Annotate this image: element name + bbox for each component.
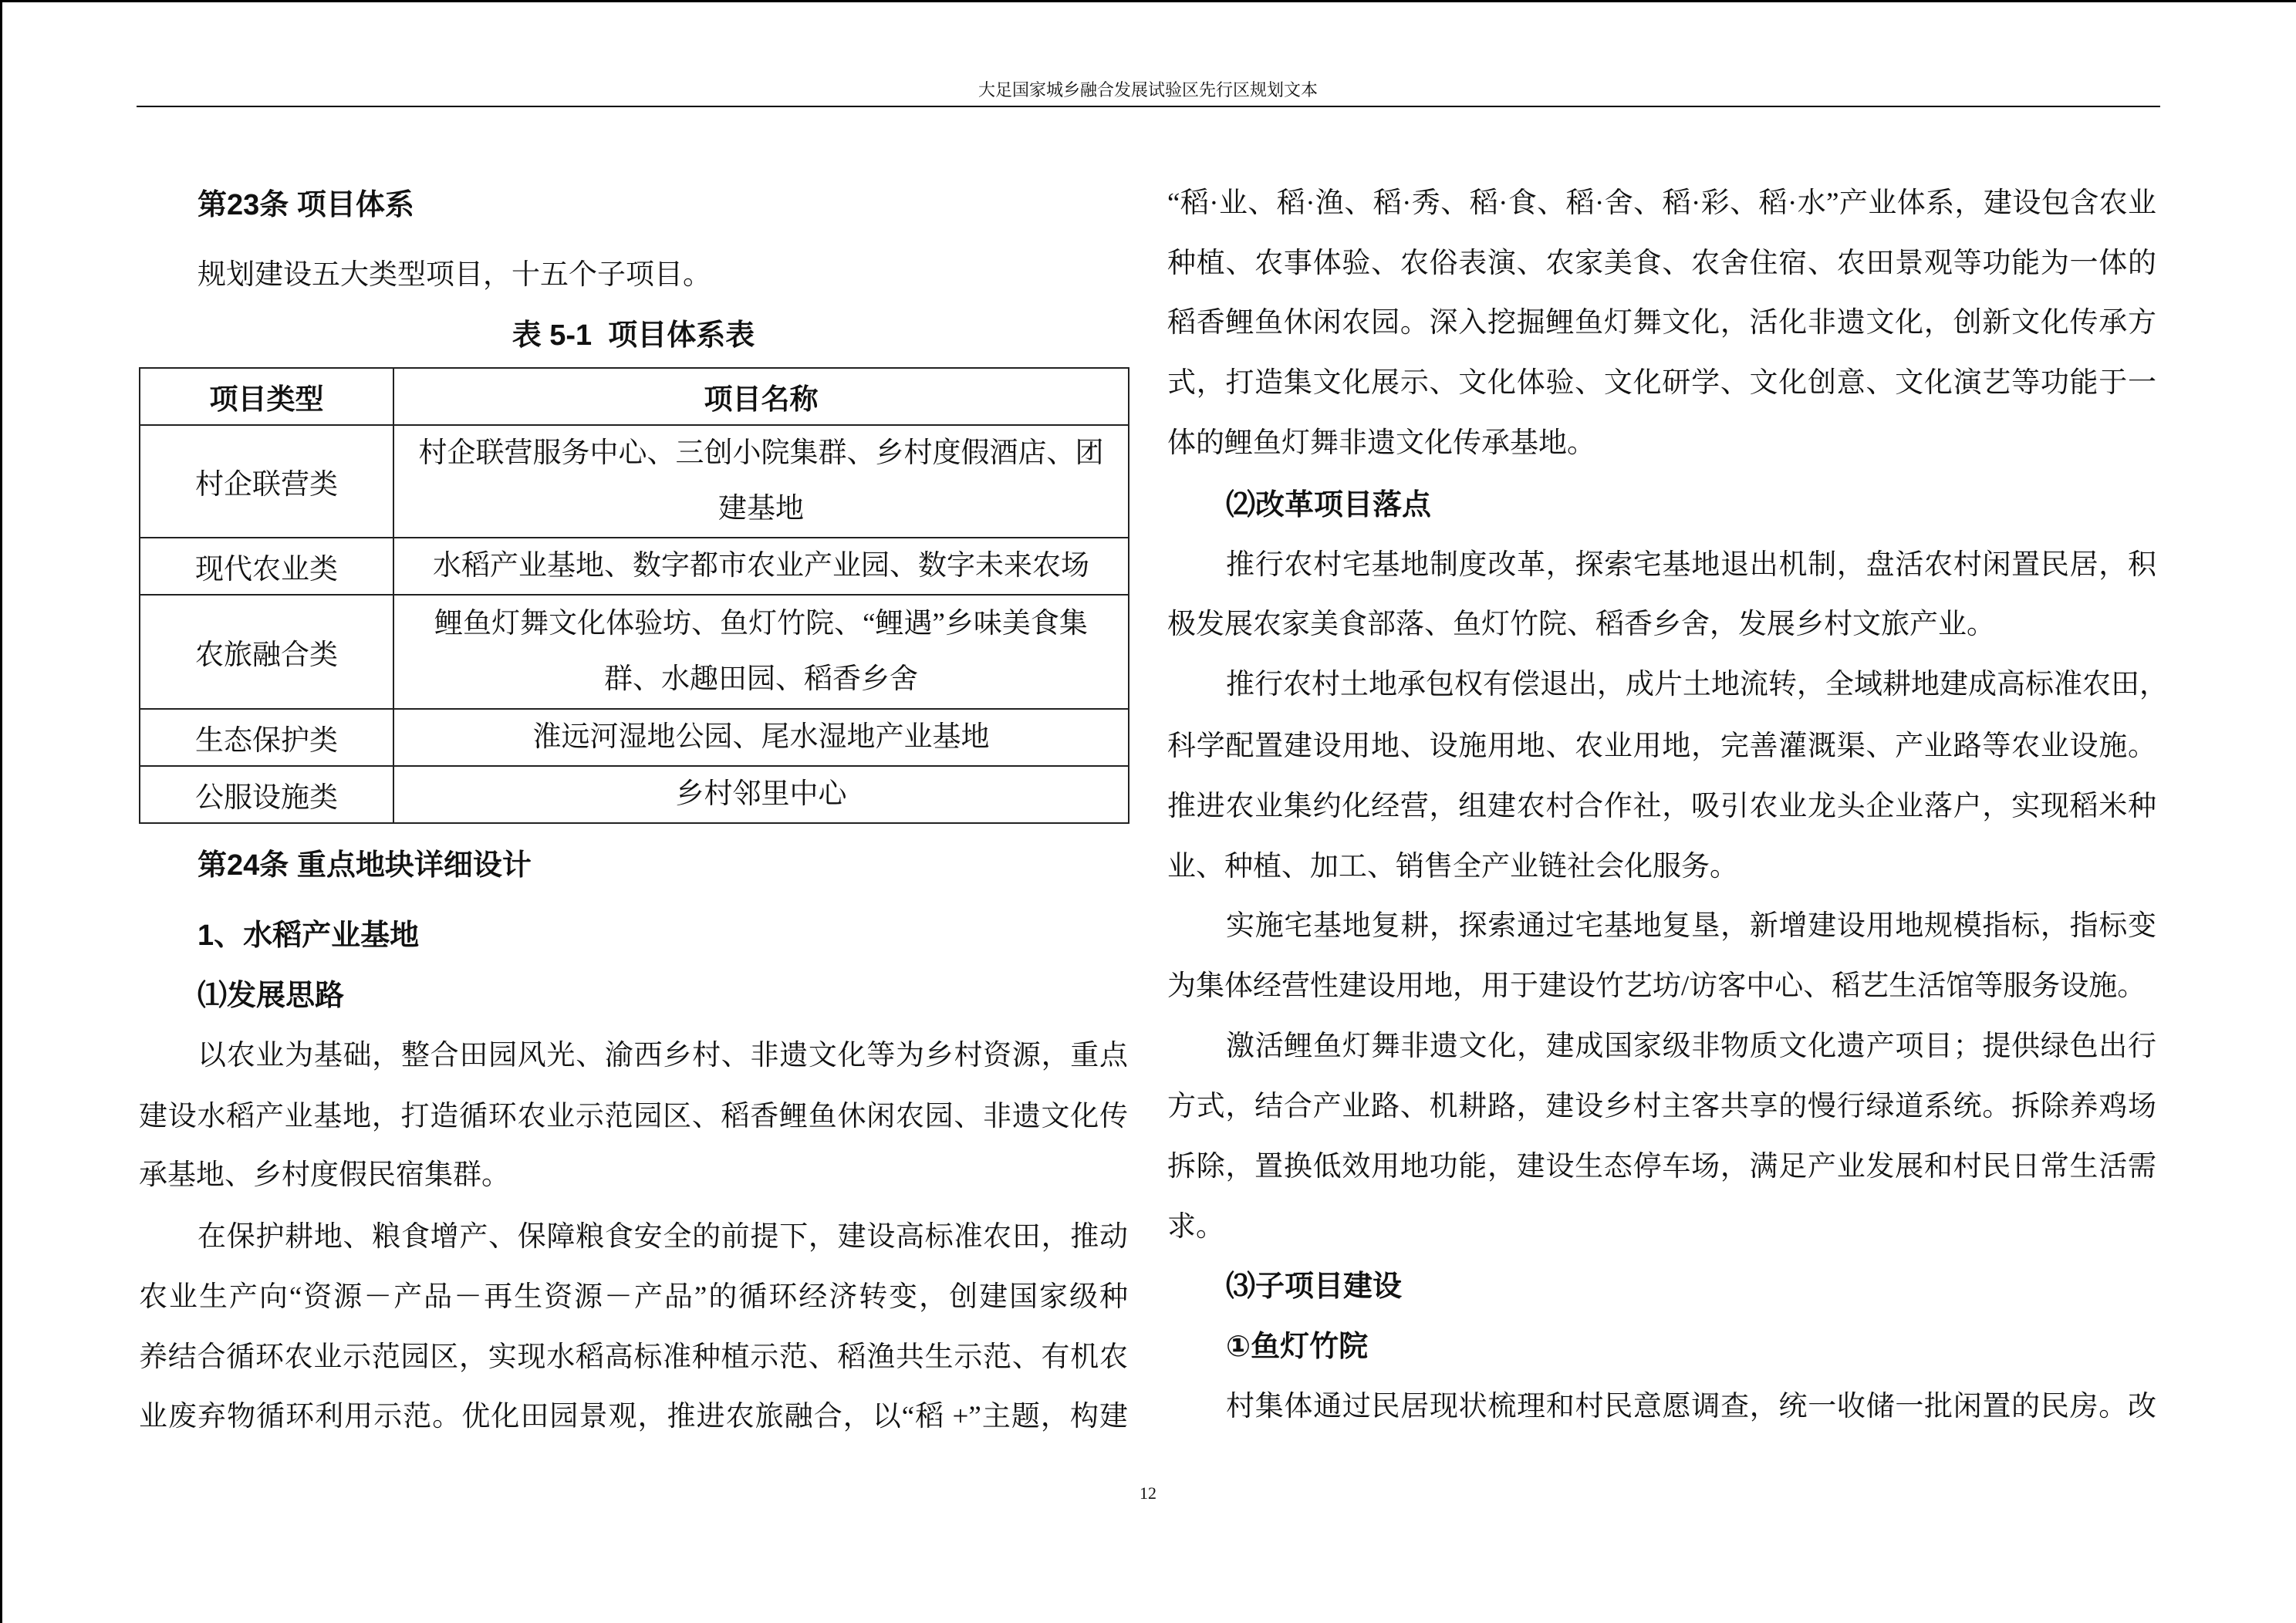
- project-system-table: [139, 367, 1129, 824]
- paragraph-line: 农业生产向“资源－产品－再生资源－产品”的循环经济转变，创建国家级种: [139, 1281, 1128, 1313]
- cell-type: 农旅融合类: [140, 595, 393, 709]
- section-1-heading: 1、水稻产业基地: [198, 919, 420, 952]
- table-row: [140, 595, 1129, 709]
- intro-text: 规划建设五大类型项目，十五个子项目。: [198, 259, 711, 291]
- article-24-heading: 第24条 重点地块详细设计: [198, 849, 532, 882]
- cell-line: 淮远河湿地公园、尾水湿地产业基地: [532, 721, 990, 753]
- table-row: [140, 709, 1129, 766]
- table-row: [140, 766, 1129, 823]
- paragraph-line: 在保护耕地、粮食增产、保障粮食安全的前提下，建设高标准农田，推动: [198, 1221, 1128, 1253]
- cell-line: 建基地: [718, 493, 804, 525]
- item-1-heading: ①鱼灯竹院: [1226, 1331, 1369, 1363]
- paragraph-line: 业、种植、加工、销售全产业链社会化服务。: [1167, 851, 1738, 882]
- paragraph-line: 激活鲤鱼灯舞非遗文化，建成国家级非物质文化遗产项目；提供绿色出行: [1226, 1031, 2156, 1062]
- paragraph-line: 实施宅基地复耕，探索通过宅基地复垦，新增建设用地规模指标，指标变: [1226, 910, 2156, 942]
- paragraph-line: 承基地、乡村度假民宿集群。: [139, 1159, 510, 1191]
- paragraph-line: 推行农村土地承包权有偿退出，成片土地流转，全域耕地建成高标准农田，: [1226, 669, 2168, 700]
- cell-name: [393, 709, 1129, 766]
- paragraph-line: 推进农业集约化经营，组建农村合作社，吸引农业龙头企业落户，实现稻米种: [1167, 791, 2156, 822]
- table-header-name: 项目名称: [393, 368, 1129, 425]
- cell-type: 村企联营类: [140, 425, 393, 538]
- article-23-heading: 第23条 项目体系: [198, 189, 414, 221]
- paragraph-line: 养结合循环农业示范园区，实现水稻高标准种植示范、稻渔共生示范、有机农: [139, 1341, 1128, 1373]
- running-header: 大足国家城乡融合发展试验区先行区规划文本: [977, 80, 1318, 100]
- paragraph-line: 村集体通过民居现状梳理和村民意愿调查，统一收储一批闲置的民房。改: [1226, 1391, 2156, 1422]
- header-rule: [137, 106, 2160, 107]
- paragraph-line: 业废弃物循环利用示范。优化田园景观，推进农旅融合，以“稻 +”主题，构建: [139, 1401, 1128, 1432]
- cell-name: [393, 538, 1129, 595]
- paragraph-line: 为集体经营性建设用地，用于建设竹艺坊/访客中心、稻艺生活馆等服务设施。: [1167, 970, 2146, 1002]
- subsection-3-heading: ⑶子项目建设: [1226, 1270, 1403, 1303]
- paragraph-line: 科学配置建设用地、设施用地、农业用地，完善灌溉渠、产业路等农业设施。: [1167, 731, 2156, 762]
- table-header-row: [140, 368, 1129, 425]
- cell-line: 水稻产业基地、数字都市农业产业园、数字未来农场: [433, 550, 1089, 582]
- cell-name: [393, 425, 1129, 538]
- paragraph-line: 种植、农事体验、农俗表演、农家美食、农舍住宿、农田景观等功能为一体的: [1167, 248, 2156, 279]
- cell-line: 鲤鱼灯舞文化体验坊、鱼灯竹院、“鲤遇”乡味美食集: [434, 608, 1088, 639]
- cell-type: 生态保护类: [140, 709, 393, 766]
- paragraph-line: 推行农村宅基地制度改革，探索宅基地退出机制，盘活农村闲置民居，积: [1226, 549, 2156, 581]
- cell-name: [393, 766, 1129, 823]
- paragraph-line: 体的鲤鱼灯舞非遗文化传承基地。: [1167, 427, 1595, 459]
- paragraph-line: 极发展农家美食部落、鱼灯竹院、稻香乡舍，发展乡村文旅产业。: [1167, 609, 1995, 640]
- page-number: 12: [1140, 1483, 1156, 1503]
- cell-line: 村企联营服务中心、三创小院集群、乡村度假酒店、团: [418, 437, 1104, 469]
- paragraph-line: “稻·业、稻·渔、稻·秀、稻·食、稻·舍、稻·彩、稻·水”产业体系，建设包含农业: [1167, 187, 2156, 219]
- subsection-1-heading: ⑴发展思路: [198, 980, 345, 1012]
- paragraph-line: 建设水稻产业基地，打造循环农业示范园区、稻香鲤鱼休闲农园、非遗文化传: [139, 1101, 1128, 1132]
- paragraph-line: 方式，结合产业路、机耕路，建设乡村主客共享的慢行绿道系统。拆除养鸡场: [1167, 1091, 2156, 1122]
- table-header-type: 项目类型: [140, 368, 393, 425]
- paragraph-line: 式，打造集文化展示、文化体验、文化研学、文化创意、文化演艺等功能于一: [1167, 367, 2156, 399]
- table-caption: 表 5-1 项目体系表: [512, 319, 755, 352]
- table-row: [140, 538, 1129, 595]
- paragraph-line: 求。: [1167, 1211, 1224, 1243]
- cell-name: [393, 595, 1129, 709]
- paragraph-line: 拆除，置换低效用地功能，建设生态停车场，满足产业发展和村民日常生活需: [1167, 1151, 2156, 1183]
- cell-line: 乡村邻里中心: [675, 778, 847, 810]
- paragraph-line: 以农业为基础，整合田园风光、渝西乡村、非遗文化等为乡村资源，重点: [198, 1040, 1128, 1071]
- cell-type: 公服设施类: [140, 766, 393, 823]
- table-row: [140, 425, 1129, 538]
- cell-line: 群、水趣田园、稻香乡舍: [604, 663, 918, 695]
- cell-type: 现代农业类: [140, 538, 393, 595]
- subsection-2-heading: ⑵改革项目落点: [1226, 489, 1432, 521]
- paragraph-line: 稻香鲤鱼休闲农园。深入挖掘鲤鱼灯舞文化，活化非遗文化，创新文化传承方: [1167, 307, 2156, 339]
